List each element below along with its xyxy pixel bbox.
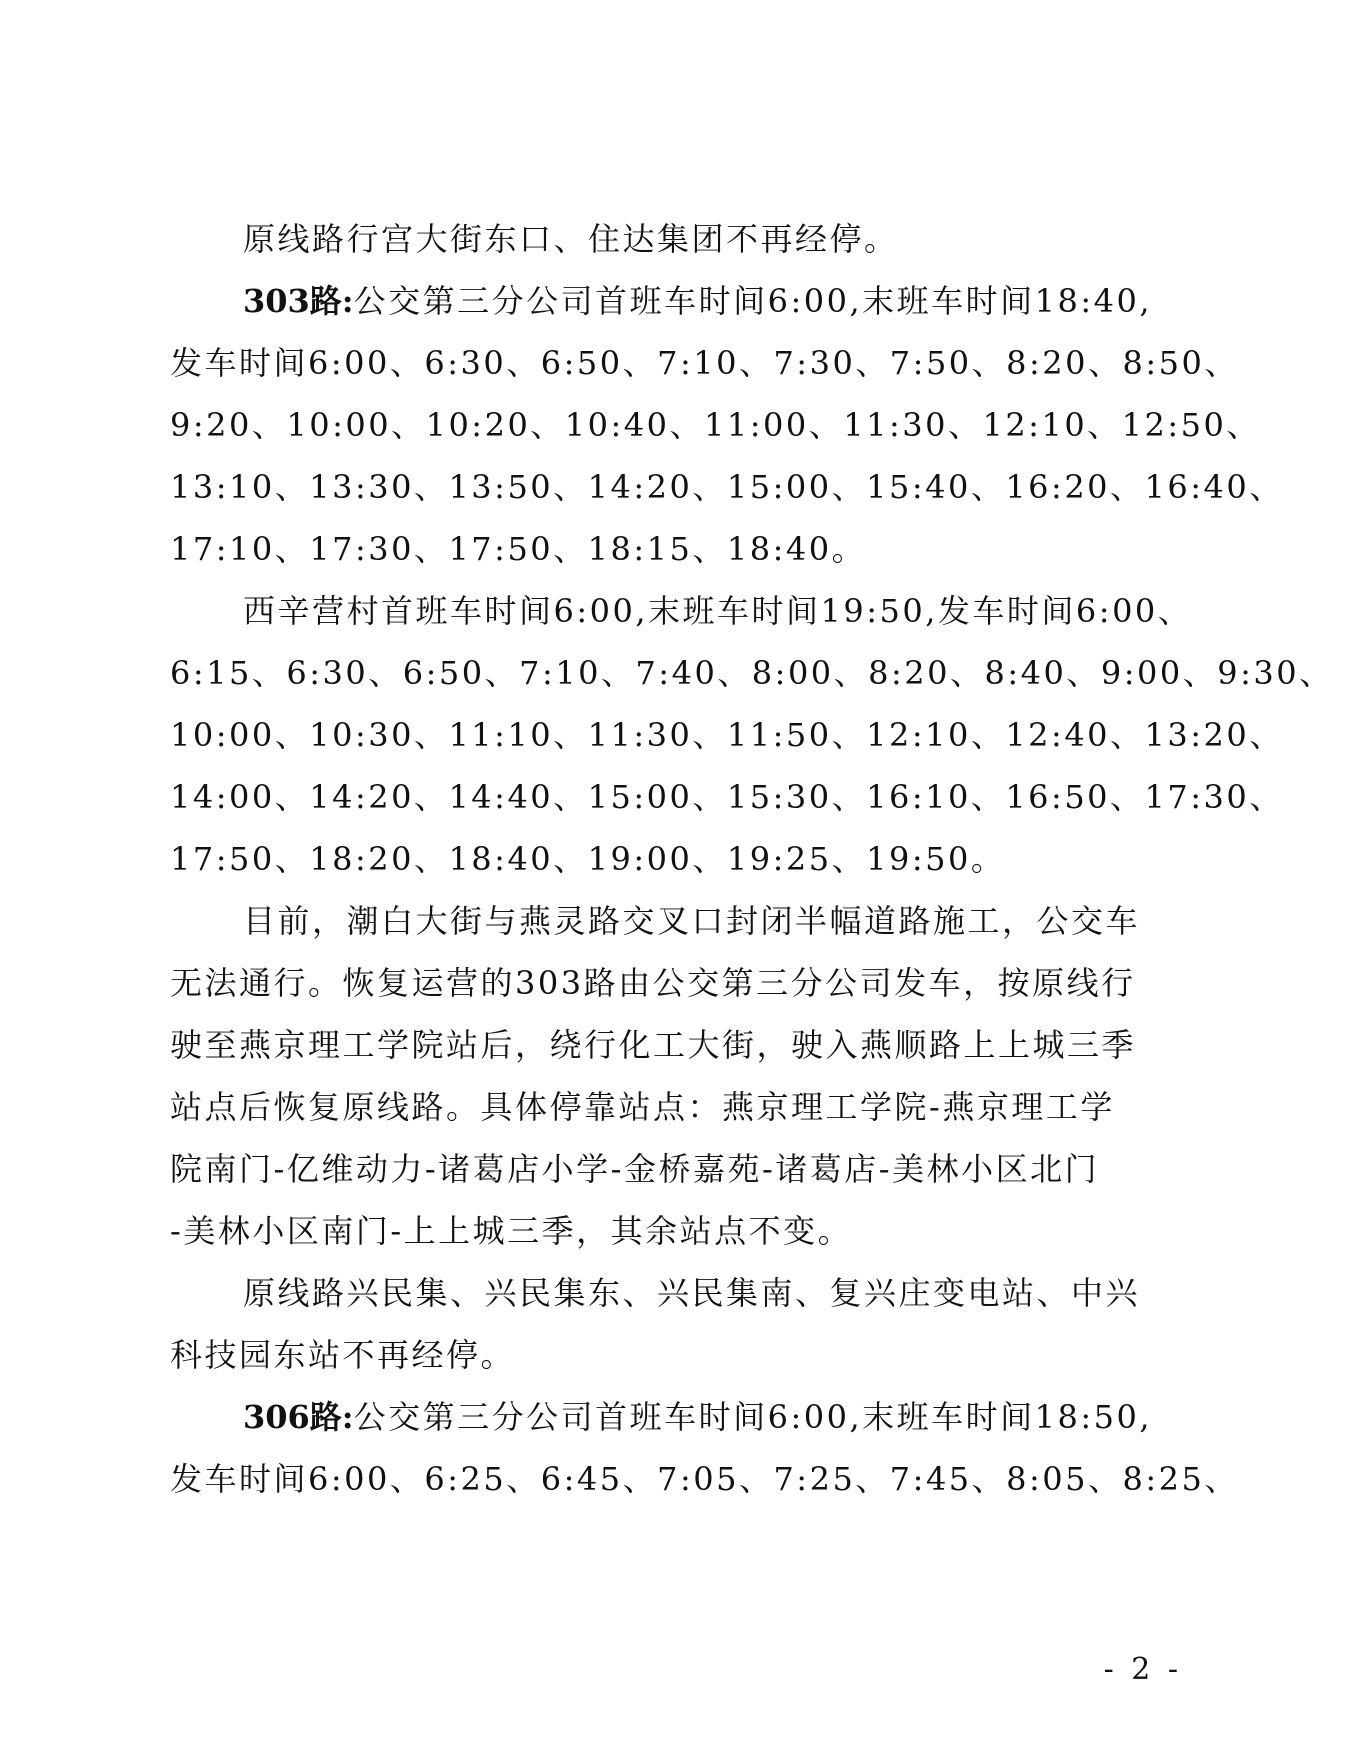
paragraph-former-route-2 xyxy=(170,1262,1180,1386)
document-body xyxy=(170,208,1334,1510)
text-line: 站点后恢复原线路。具体停靠站点：燕京理工学院-燕京理工学 xyxy=(170,1088,1115,1126)
text-line: 科技园东站不再经停。 xyxy=(170,1336,516,1374)
text-line: 9:20、10:00、10:20、10:40、11:00、11:30、12:10、12:50、 xyxy=(170,406,1261,444)
paragraph-xixinying xyxy=(170,580,1334,890)
text-line: 院南门-亿维动力-诸葛店小学-金桥嘉苑-诸葛店-美林小区北门 xyxy=(170,1150,1100,1188)
text-line: 10:00、10:30、11:10、11:30、11:50、12:10、12:40、13:20、 xyxy=(170,716,1284,754)
text-line: 原线路行宫大街东口、住达集团不再经停。 xyxy=(243,220,899,258)
paragraph-former-route-1 xyxy=(170,208,1180,270)
route-label-306: 306路: xyxy=(243,1398,354,1436)
paragraph-route-306 xyxy=(170,1386,1239,1510)
text-line: 13:10、13:30、13:50、14:20、15:00、15:40、16:20、16:40、 xyxy=(170,468,1284,506)
text-line: 原线路兴民集、兴民集东、兴民集南、复兴庄变电站、中兴 xyxy=(243,1274,1141,1312)
text-line: 17:10、17:30、17:50、18:15、18:40。 xyxy=(170,530,867,568)
route-label-303: 303路: xyxy=(243,282,354,320)
text-line: 6:15、6:30、6:50、7:10、7:40、8:00、8:20、8:40、9:00、9:30、 xyxy=(170,654,1334,692)
page-number: - 2 - xyxy=(1103,1652,1182,1687)
paragraph-route-303 xyxy=(170,270,1284,580)
text-line: 西辛营村首班车时间6:00,末班车时间19:50,发车时间6:00、 xyxy=(243,592,1193,630)
text-line: 驶至燕京理工学院站后，绕行化工大街，驶入燕顺路上上城三季 xyxy=(170,1026,1137,1064)
text-line: 发车时间6:00、6:25、6:45、7:05、7:25、7:45、8:05、8:25、 xyxy=(170,1460,1239,1498)
text-line: 发车时间6:00、6:30、6:50、7:10、7:30、7:50、8:20、8:50、 xyxy=(170,344,1239,382)
text-line-content: 公交第三分公司首班车时间6:00,末班车时间18:40, xyxy=(353,282,1153,320)
text-line: 无法通行。恢复运营的303路由公交第三分公司发车，按原线行 xyxy=(170,964,1136,1002)
text-line: 17:50、18:20、18:40、19:00、19:25、19:50。 xyxy=(170,840,1006,878)
text-line: 14:00、14:20、14:40、15:00、15:30、16:10、16:50、17:30、 xyxy=(170,778,1284,816)
text-line xyxy=(170,270,1180,332)
paragraph-construction-notice xyxy=(170,890,1180,1262)
text-line: -美林小区南门-上上城三季，其余站点不变。 xyxy=(170,1212,853,1250)
text-line-content: 公交第三分公司首班车时间6:00,末班车时间18:50, xyxy=(353,1398,1153,1436)
text-line xyxy=(170,1386,1180,1448)
text-line: 目前，潮白大街与燕灵路交叉口封闭半幅道路施工，公交车 xyxy=(243,902,1141,940)
